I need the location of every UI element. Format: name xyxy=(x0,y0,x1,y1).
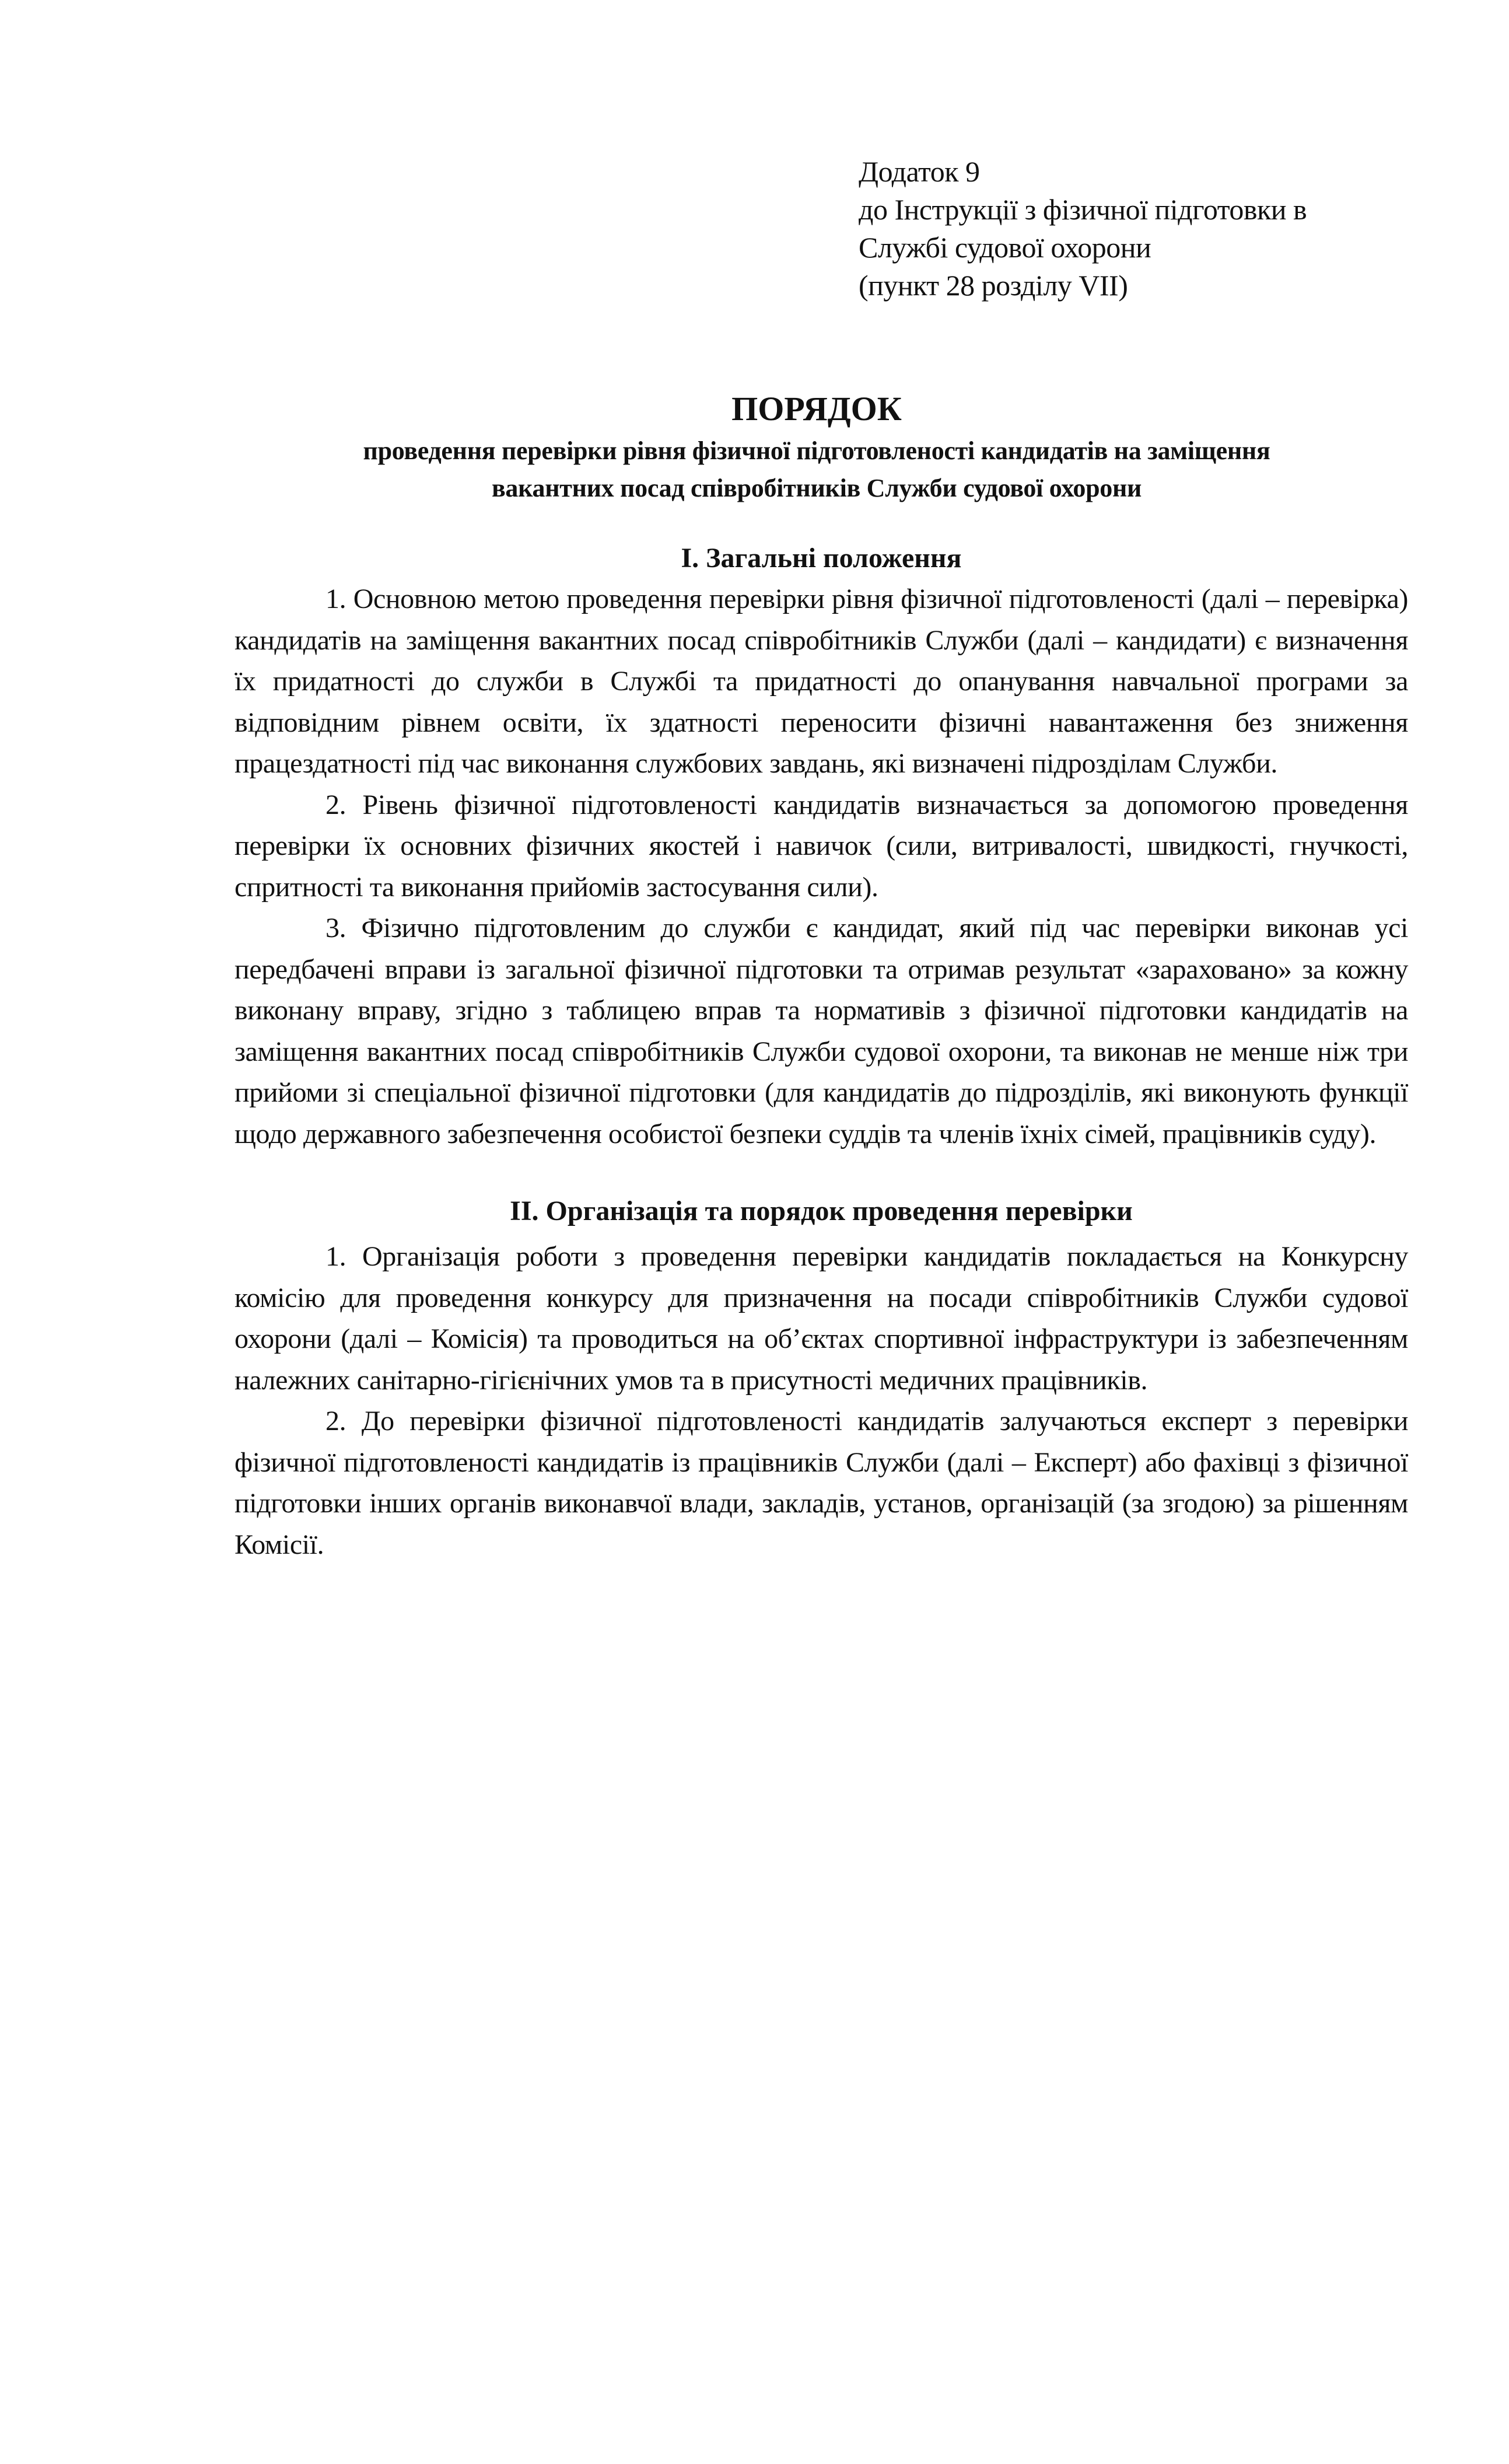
section-heading-general: I. Загальні положення xyxy=(681,543,962,574)
annex-instruction-ref: до Інструкції з фізичної підготовки в xyxy=(859,193,1307,226)
section-heading-organization: II. Організація та порядок проведення перевірки xyxy=(510,1196,1133,1226)
document-body xyxy=(234,538,1408,1565)
title-main: ПОРЯДОК xyxy=(731,390,902,428)
document-title xyxy=(222,388,1412,507)
paragraph-2-2: 2. До перевірки фізичної підготовленості кандидатів залучаються експерт з перевірки фізичної підготовленості кандидатів із працівників Служби (далі – Експерт) або фахівці з фізичної підготовки інших органів виконавчої влади, закладів, установ, організацій (за згодою) за рішенням Комісії. xyxy=(234,1406,1408,1560)
annex-clause-ref: (пункт 28 розділу VII) xyxy=(859,269,1128,302)
paragraph-1-2: 2. Рівень фізичної підготовленості кандидатів визначається за допомогою проведення перевірки їх основних фізичних якостей і навичок (сили, витривалості, швидкості, гнучкості, спритності та виконання прийомів застосування сили). xyxy=(234,789,1408,903)
title-subtitle-line-2: вакантних посад співробітників Служби судової охорони xyxy=(491,474,1142,502)
annex-reference xyxy=(859,153,1442,305)
paragraph-2-1: 1. Організація роботи з проведення перевірки кандидатів покладається на Конкурсну комісію для проведення конкурсу для призначення на посади співробітників Служби судової охорони (далі – Комісія) та проводиться на об’єктах спортивної інфраструктури із забезпеченням належних санітарно-гігієнічних умов та в присутності медичних працівників. xyxy=(234,1241,1408,1396)
annex-number: Додаток 9 xyxy=(859,155,980,188)
paragraph-1-3: 3. Фізично підготовленим до служби є кандидат, який під час перевірки виконав усі передбачені вправи із загальної фізичної підготовки та отримав результат «зараховано» за кожну виконану вправу, згідно з таблицею вправ та нормативів з фізичної підготовки кандидатів на заміщення вакантних посад співробітників Служби судової охорони, та виконав не менше ніж три прийоми зі спеціальної фізичної підготовки (для кандидатів до підрозділів, які виконують функції щодо державного забезпечення особистої безпеки суддів та членів їхніх сімей, працівників суду). xyxy=(234,913,1408,1149)
title-subtitle-line-1: проведення перевірки рівня фізичної підготовленості кандидатів на заміщення xyxy=(363,436,1270,465)
annex-service-name: Службі судової охорони xyxy=(859,231,1151,264)
paragraph-1-1: 1. Основною метою проведення перевірки рівня фізичної підготовленості (далі – перевірка) кандидатів на заміщення вакантних посад співробітників Служби (далі – кандидати) є визначення їх придатності до служби в Службі та придатності до опанування навчальної програми за відповідним рівнем освіти, їх здатності переносити фізичні навантаження без зниження працездатності під час виконання службових завдань, які визначені підрозділам Служби. xyxy=(234,583,1408,779)
